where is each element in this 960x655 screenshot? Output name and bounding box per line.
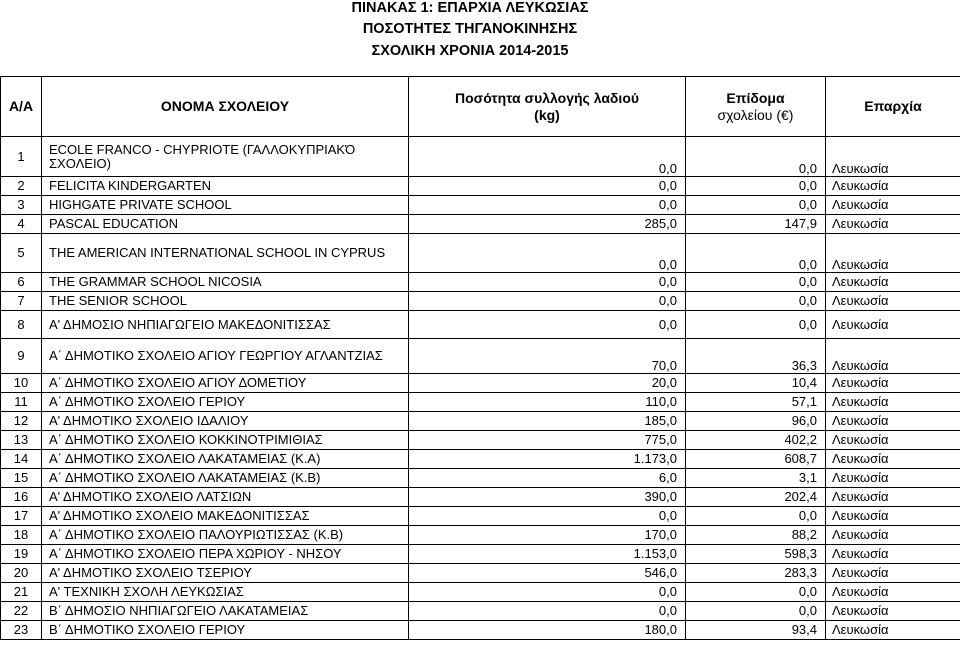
row-number: 5	[1, 234, 42, 273]
table-body	[1, 137, 960, 640]
row-quantity: 0,0	[409, 234, 686, 273]
row-quantity: 0,0	[409, 583, 686, 602]
row-school-name: Α΄ ΔΗΜΟΤΙΚΟ ΣΧΟΛΕΙΟ ΓΕΡΙΟΥ	[42, 393, 409, 412]
row-province: Λευκωσία	[826, 137, 960, 177]
row-province: Λευκωσία	[826, 526, 960, 545]
row-subsidy: 598,3	[686, 545, 826, 564]
row-province: Λευκωσία	[826, 431, 960, 450]
row-number: 9	[1, 339, 42, 374]
title-line-1: ΠΙΝΑΚΑΣ 1: ΕΠΑΡΧΙΑ ΛΕΥΚΩΣΙΑΣ	[351, 0, 589, 16]
row-province: Λευκωσία	[826, 374, 960, 393]
row-subsidy: 0,0	[686, 602, 826, 621]
table-row	[1, 488, 960, 507]
row-school-name: Α' ΔΗΜΟΣΙΟ ΝΗΠΙΑΓΩΓΕΙΟ ΜΑΚΕΔΟΝΙΤΙΣΣΑΣ	[42, 311, 409, 339]
row-number: 21	[1, 583, 42, 602]
row-subsidy: 402,2	[686, 431, 826, 450]
row-school-name: FELICITA KINDERGARTEN	[42, 177, 409, 196]
row-school-name: Α΄ ΔΗΜΟΤΙΚΟ ΣΧΟΛΕΙΟ ΑΓΙΟΥ ΓΕΩΡΓΙΟΥ ΑΓΛΑΝΤΖΙΑΣ	[42, 339, 409, 374]
row-province: Λευκωσία	[826, 292, 960, 311]
row-school-name: Α' ΔΗΜΟΤΙΚΟ ΣΧΟΛΕΙΟ ΤΣΕΡΙΟΥ	[42, 564, 409, 583]
row-province: Λευκωσία	[826, 507, 960, 526]
row-quantity: 0,0	[409, 292, 686, 311]
schools-table	[0, 76, 960, 640]
header-subsidy-line2: σχολείου (€)	[717, 106, 794, 123]
row-number: 14	[1, 450, 42, 469]
table-row	[1, 450, 960, 469]
row-school-name: Α' ΔΗΜΟΤΙΚΟ ΣΧΟΛΕΙΟ ΜΑΚΕΔΟΝΙΤΙΣΣΑΣ	[42, 507, 409, 526]
row-school-name: Β΄ ΔΗΜΟΣΙΟ ΝΗΠΙΑΓΩΓΕΙΟ ΛΑΚΑΤΑΜΕΙΑΣ	[42, 602, 409, 621]
row-school-name: PASCAL EDUCATION	[42, 215, 409, 234]
table-row	[1, 469, 960, 488]
row-province: Λευκωσία	[826, 177, 960, 196]
table-row	[1, 292, 960, 311]
row-subsidy: 147,9	[686, 215, 826, 234]
row-quantity: 546,0	[409, 564, 686, 583]
table-row	[1, 507, 960, 526]
row-number: 22	[1, 602, 42, 621]
row-province: Λευκωσία	[826, 393, 960, 412]
row-school-name: Α΄ ΔΗΜΟΤΙΚΟ ΣΧΟΛΕΙΟ ΑΓΙΟΥ ΔΟΜΕΤΙΟΥ	[42, 374, 409, 393]
row-school-name: Β΄ ΔΗΜΟΤΙΚΟ ΣΧΟΛΕΙΟ ΓΕΡΙΟΥ	[42, 621, 409, 640]
row-number: 2	[1, 177, 42, 196]
row-number: 18	[1, 526, 42, 545]
row-subsidy: 36,3	[686, 339, 826, 374]
row-quantity: 285,0	[409, 215, 686, 234]
table-row	[1, 196, 960, 215]
table-header-row	[1, 77, 960, 137]
row-number: 6	[1, 273, 42, 292]
table-row	[1, 311, 960, 339]
row-subsidy: 96,0	[686, 412, 826, 431]
title-line-3: ΣΧΟΛΙΚΗ ΧΡΟΝΙΑ 2014-2015	[371, 43, 569, 59]
table-row	[1, 234, 960, 273]
table-row	[1, 583, 960, 602]
header-quantity	[409, 77, 686, 137]
row-subsidy: 202,4	[686, 488, 826, 507]
row-province: Λευκωσία	[826, 339, 960, 374]
row-subsidy: 283,3	[686, 564, 826, 583]
header-subsidy-line1: Επίδομα	[726, 89, 785, 106]
row-subsidy: 0,0	[686, 273, 826, 292]
row-province: Λευκωσία	[826, 196, 960, 215]
row-quantity: 775,0	[409, 431, 686, 450]
row-number: 4	[1, 215, 42, 234]
row-subsidy: 608,7	[686, 450, 826, 469]
row-province: Λευκωσία	[826, 450, 960, 469]
table-row	[1, 177, 960, 196]
table-row	[1, 621, 960, 640]
row-subsidy: 10,4	[686, 374, 826, 393]
row-quantity: 0,0	[409, 196, 686, 215]
header-province: Επαρχία	[826, 77, 960, 137]
row-school-name: Α' ΤΕΧΝΙΚΗ ΣΧΟΛΗ ΛΕΥΚΩΣΙΑΣ	[42, 583, 409, 602]
table-row	[1, 412, 960, 431]
row-school-name: Α΄ ΔΗΜΟΤΙΚΟ ΣΧΟΛΕΙΟ ΠΑΛΟΥΡΙΩΤΙΣΣΑΣ (Κ.Β)	[42, 526, 409, 545]
row-school-name: Α΄ ΔΗΜΟΤΙΚΟ ΣΧΟΛΕΙΟ ΚΟΚΚΙΝΟΤΡΙΜΙΘΙΑΣ	[42, 431, 409, 450]
table-row	[1, 602, 960, 621]
row-quantity: 0,0	[409, 602, 686, 621]
table-row	[1, 564, 960, 583]
row-subsidy: 0,0	[686, 311, 826, 339]
row-school-name: Α΄ ΔΗΜΟΤΙΚΟ ΣΧΟΛΕΙΟ ΠΕΡΑ ΧΩΡΙΟΥ - ΝΗΣΟΥ	[42, 545, 409, 564]
row-quantity: 185,0	[409, 412, 686, 431]
header-subsidy	[686, 77, 826, 137]
row-school-name: THE GRAMMAR SCHOOL NICOSIA	[42, 273, 409, 292]
header-quantity-line2: (kg)	[534, 106, 560, 123]
row-province: Λευκωσία	[826, 311, 960, 339]
row-province: Λευκωσία	[826, 215, 960, 234]
row-subsidy: 0,0	[686, 292, 826, 311]
row-quantity: 70,0	[409, 339, 686, 374]
row-number: 11	[1, 393, 42, 412]
row-number: 20	[1, 564, 42, 583]
row-province: Λευκωσία	[826, 621, 960, 640]
row-quantity: 110,0	[409, 393, 686, 412]
row-quantity: 390,0	[409, 488, 686, 507]
row-province: Λευκωσία	[826, 488, 960, 507]
table-row	[1, 545, 960, 564]
row-school-name: THE AMERICAN INTERNATIONAL SCHOOL IN CYPRUS	[42, 234, 409, 273]
row-school-name: Α΄ ΔΗΜΟΤΙΚΟ ΣΧΟΛΕΙΟ ΛΑΚΑΤΑΜΕΙΑΣ (Κ.Α)	[42, 450, 409, 469]
row-quantity: 1.173,0	[409, 450, 686, 469]
row-school-name: HIGHGATE PRIVATE SCHOOL	[42, 196, 409, 215]
row-province: Λευκωσία	[826, 564, 960, 583]
row-quantity: 20,0	[409, 374, 686, 393]
row-province: Λευκωσία	[826, 469, 960, 488]
row-subsidy: 0,0	[686, 177, 826, 196]
row-number: 3	[1, 196, 42, 215]
row-school-name: ECOLE FRANCO - CHYPRIOTE (ΓΑΛΛΟΚΥΠΡΙΑΚΌ ΣΧΟΛΕΙΟ)	[42, 137, 409, 177]
row-subsidy: 0,0	[686, 137, 826, 177]
row-subsidy: 3,1	[686, 469, 826, 488]
row-number: 10	[1, 374, 42, 393]
row-quantity: 6,0	[409, 469, 686, 488]
row-quantity: 180,0	[409, 621, 686, 640]
row-province: Λευκωσία	[826, 273, 960, 292]
table-row	[1, 273, 960, 292]
row-subsidy: 0,0	[686, 196, 826, 215]
row-quantity: 0,0	[409, 177, 686, 196]
row-subsidy: 0,0	[686, 507, 826, 526]
table-row	[1, 393, 960, 412]
row-quantity: 0,0	[409, 273, 686, 292]
row-quantity: 0,0	[409, 311, 686, 339]
header-school-name: ΟΝΟΜΑ ΣΧΟΛΕΙΟΥ	[42, 77, 409, 137]
table-row	[1, 137, 960, 177]
row-number: 15	[1, 469, 42, 488]
row-province: Λευκωσία	[826, 412, 960, 431]
row-number: 7	[1, 292, 42, 311]
table-row	[1, 374, 960, 393]
row-province: Λευκωσία	[826, 545, 960, 564]
row-province: Λευκωσία	[826, 602, 960, 621]
row-quantity: 1.153,0	[409, 545, 686, 564]
table-row	[1, 215, 960, 234]
header-num: Α/Α	[1, 77, 42, 137]
row-subsidy: 93,4	[686, 621, 826, 640]
table-row	[1, 339, 960, 374]
row-number: 13	[1, 431, 42, 450]
row-quantity: 0,0	[409, 507, 686, 526]
row-school-name: Α' ΔΗΜΟΤΙΚΟ ΣΧΟΛΕΙΟ ΙΔΑΛΙΟΥ	[42, 412, 409, 431]
row-number: 19	[1, 545, 42, 564]
row-subsidy: 0,0	[686, 583, 826, 602]
row-subsidy: 57,1	[686, 393, 826, 412]
row-subsidy: 0,0	[686, 234, 826, 273]
table-row	[1, 431, 960, 450]
header-quantity-line1: Ποσότητα συλλογής λαδιού	[454, 89, 640, 106]
row-number: 8	[1, 311, 42, 339]
row-quantity: 0,0	[409, 137, 686, 177]
row-quantity: 170,0	[409, 526, 686, 545]
row-number: 17	[1, 507, 42, 526]
row-number: 12	[1, 412, 42, 431]
row-province: Λευκωσία	[826, 234, 960, 273]
row-number: 23	[1, 621, 42, 640]
row-school-name: Α΄ ΔΗΜΟΤΙΚΟ ΣΧΟΛΕΙΟ ΛΑΚΑΤΑΜΕΙΑΣ (Κ.Β)	[42, 469, 409, 488]
table-row	[1, 526, 960, 545]
row-subsidy: 88,2	[686, 526, 826, 545]
title-line-2: ΠΟΣΟΤΗΤΕΣ ΤΗΓΑΝΟΚΙΝΗΣΗΣ	[362, 21, 578, 37]
row-school-name: Α' ΔΗΜΟΤΙΚΟ ΣΧΟΛΕΙΟ ΛΑΤΣΙΩΝ	[42, 488, 409, 507]
row-number: 1	[1, 137, 42, 177]
row-number: 16	[1, 488, 42, 507]
row-school-name: THE SENIOR SCHOOL	[42, 292, 409, 311]
row-province: Λευκωσία	[826, 583, 960, 602]
